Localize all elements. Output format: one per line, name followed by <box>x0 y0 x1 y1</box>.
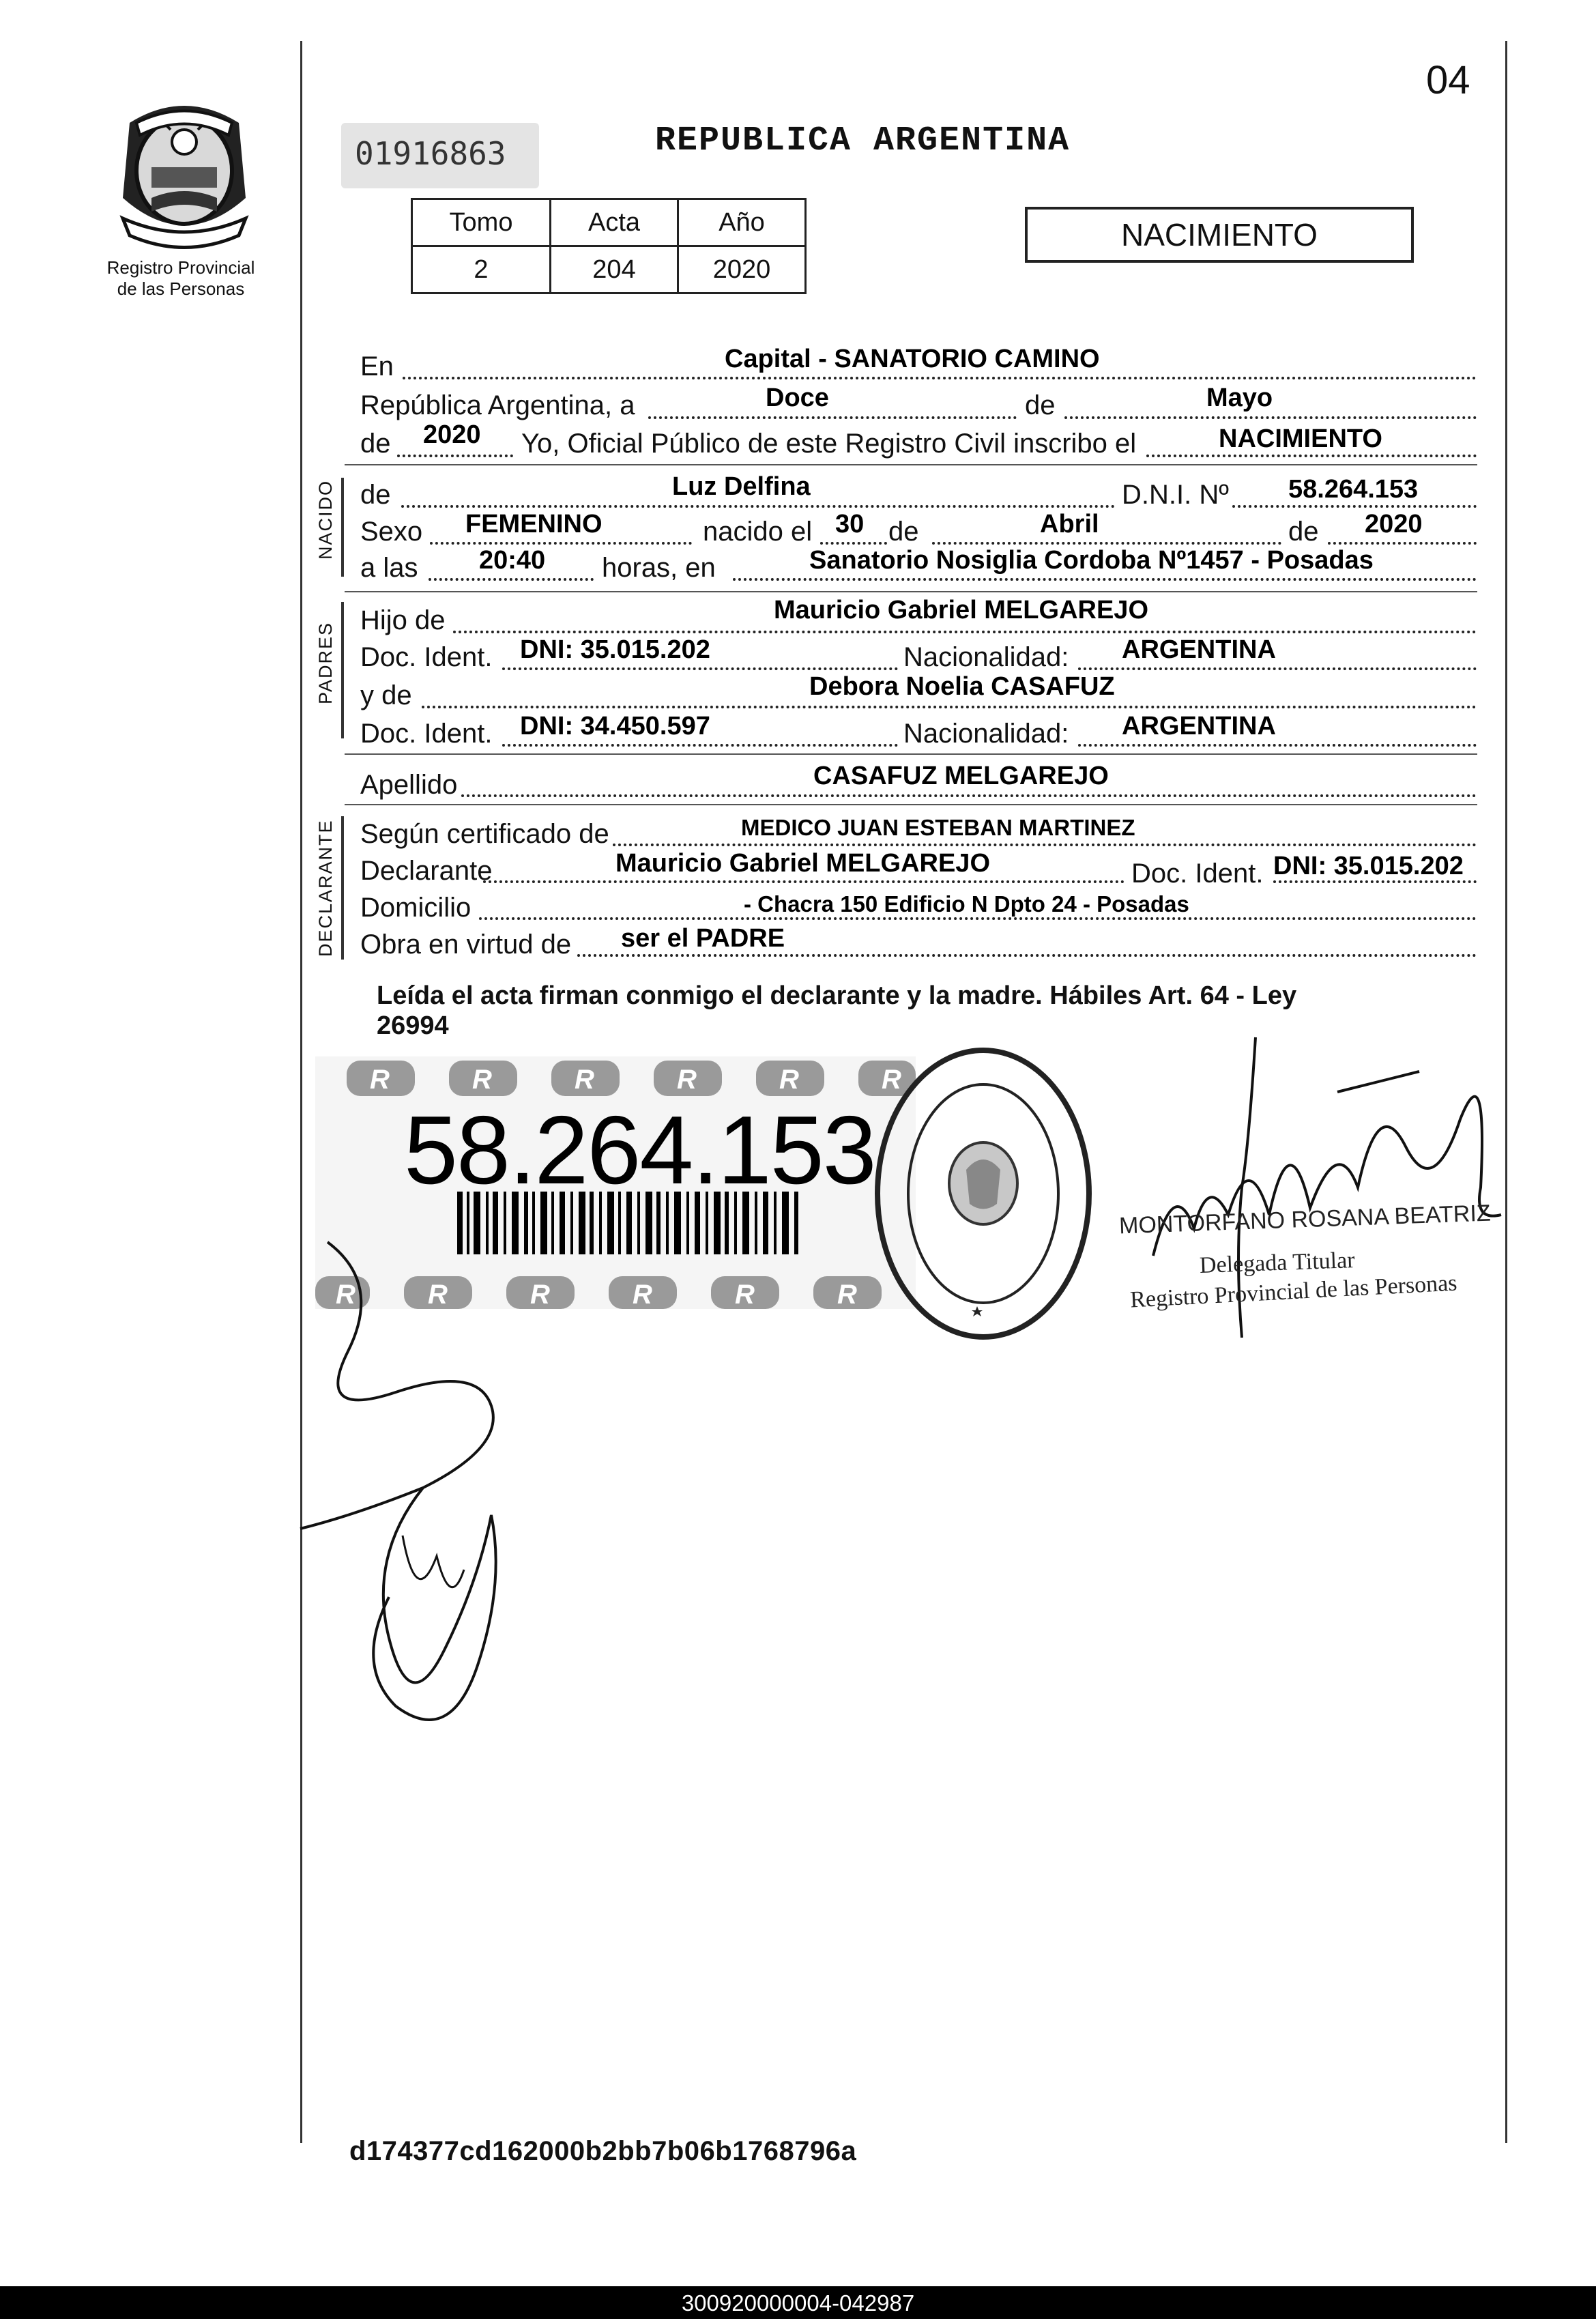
page-number: 04 <box>1426 58 1470 102</box>
obra-label: Obra en virtud de <box>360 930 572 960</box>
year-value: 2020 <box>423 420 481 449</box>
dotted-line <box>461 794 1477 797</box>
official-seal-stamp-icon <box>871 1040 1096 1347</box>
birth-place: Sanatorio Nosiglia Cordoba Nº1457 - Posadas <box>809 546 1374 575</box>
registrar-signature-icon <box>1133 1010 1515 1365</box>
record-table <box>411 198 807 294</box>
y-de-label: y de <box>360 680 412 710</box>
dotted-line <box>1273 880 1477 883</box>
dotted-line <box>932 542 1281 545</box>
father-doc: DNI: 35.015.202 <box>520 635 710 664</box>
declarante-doc-label: Doc. Ident. <box>1131 859 1264 889</box>
dotted-line <box>1078 744 1477 747</box>
nacido-de3-label: de <box>1288 517 1319 547</box>
tomo-header: Tomo <box>412 199 551 246</box>
republica-label: República Argentina, a <box>360 390 635 420</box>
signer-organization: Registro Provincial de las Personas <box>1129 1270 1458 1313</box>
place-value: Capital - SANATORIO CAMINO <box>725 345 1100 373</box>
apellido-label: Apellido <box>360 770 458 800</box>
acta-value: 204 <box>551 246 678 293</box>
father-name: Mauricio Gabriel MELGAREJO <box>774 596 1148 624</box>
registry-name-line1: Registro Provincial <box>106 257 255 278</box>
svg-text:R: R <box>336 1280 356 1309</box>
sexo-value: FEMENINO <box>465 510 603 538</box>
registry-emblem <box>109 96 259 253</box>
dotted-line <box>733 578 1477 581</box>
svg-text:R: R <box>370 1065 390 1095</box>
record-type: NACIMIENTO <box>1121 217 1318 253</box>
registry-name-line2: de las Personas <box>117 278 245 299</box>
dni-label: D.N.I. Nº <box>1122 480 1229 510</box>
dotted-line <box>403 377 1477 379</box>
horas-en-label: horas, en <box>602 553 716 583</box>
dotted-line <box>430 542 692 545</box>
svg-text:R: R <box>735 1280 755 1309</box>
record-type-box <box>1025 207 1414 263</box>
child-name: Luz Delfina <box>672 472 811 501</box>
dotted-line <box>648 416 1017 419</box>
dotted-line <box>577 954 1477 957</box>
closing-statement-line2: 26994 <box>377 1011 449 1040</box>
nacido-de-label: de <box>360 480 391 510</box>
father-doc-label: Doc. Ident. <box>360 642 493 672</box>
en-label: En <box>360 351 394 381</box>
section-divider <box>345 591 1477 592</box>
svg-text:R: R <box>837 1280 857 1309</box>
mother-name: Debora Noelia CASAFUZ <box>809 672 1115 701</box>
section-divider <box>345 753 1477 755</box>
svg-text:R: R <box>530 1280 550 1309</box>
dotted-line <box>483 880 1125 883</box>
tomo-value: 2 <box>412 246 551 293</box>
mother-nationality: ARGENTINA <box>1122 712 1276 740</box>
birth-time: 20:40 <box>479 546 546 575</box>
left-margin-line <box>300 41 302 2143</box>
dotted-line <box>1064 416 1477 419</box>
barcode-number: 58.264.153 <box>404 1096 875 1205</box>
footer-band <box>0 2286 1596 2319</box>
day-value: Doce <box>766 384 829 412</box>
svg-text:R: R <box>677 1065 697 1095</box>
dotted-line <box>453 631 1477 633</box>
child-dni: 58.264.153 <box>1288 475 1419 504</box>
birth-month: Abril <box>1040 510 1099 538</box>
yo-label: Yo, Oficial Público de este Registro Civil inscribo el <box>521 429 1137 459</box>
serial-number: 01916863 <box>355 135 506 172</box>
mother-doc: DNI: 34.450.597 <box>520 712 710 740</box>
misiones-coat-of-arms-icon <box>109 96 259 253</box>
dotted-line <box>613 844 1477 846</box>
svg-text:R: R <box>428 1280 448 1309</box>
padres-bracket <box>341 602 344 738</box>
signer-role: Delegada Titular <box>1199 1248 1356 1278</box>
dotted-line <box>1078 667 1477 670</box>
svg-text:R: R <box>882 1065 901 1095</box>
dotted-line <box>1328 542 1477 545</box>
declarante-label: Declarante <box>360 856 493 886</box>
dotted-line <box>502 667 898 670</box>
nacido-bracket <box>341 478 344 577</box>
declarante-name: Mauricio Gabriel MELGAREJO <box>615 849 990 878</box>
declarante-section-label: DECLARANTE <box>315 819 336 957</box>
dotted-line <box>1232 505 1477 508</box>
ano-header: Año <box>678 199 806 246</box>
domicilio-value: - Chacra 150 Edificio N Dpto 24 - Posadas <box>744 891 1189 917</box>
declarant-signature-icon <box>287 1228 546 1774</box>
page-title: REPUBLICA ARGENTINA <box>655 121 1071 160</box>
serial-stamp <box>341 123 539 188</box>
section-divider <box>345 464 1477 465</box>
month-value: Mayo <box>1206 384 1273 412</box>
de2-label: de <box>360 429 391 459</box>
svg-text:R: R <box>472 1065 492 1095</box>
signer-name: MONTORFANO ROSANA BEATRIZ <box>1118 1200 1492 1239</box>
event-value: NACIMIENTO <box>1219 424 1382 453</box>
official-seal <box>871 1040 1096 1347</box>
sexo-label: Sexo <box>360 517 423 547</box>
padres-section-label: PADRES <box>315 621 336 704</box>
dotted-line <box>820 542 887 545</box>
hijo-de-label: Hijo de <box>360 605 446 635</box>
declarante-doc: DNI: 35.015.202 <box>1273 852 1464 880</box>
dotted-line <box>422 706 1477 708</box>
nacido-de2-label: de <box>888 517 919 547</box>
mother-nationality-label: Nacionalidad: <box>903 719 1069 749</box>
mother-doc-label: Doc. Ident. <box>360 719 493 749</box>
nacido-section-label: NACIDO <box>315 479 336 560</box>
svg-text:R: R <box>779 1065 799 1095</box>
footer-id: 300920000004-042987 <box>681 2290 915 2316</box>
acta-header: Acta <box>551 199 678 246</box>
father-nationality-label: Nacionalidad: <box>903 642 1069 672</box>
svg-text:R: R <box>575 1065 594 1095</box>
dotted-line <box>479 917 1477 920</box>
a-las-label: a las <box>360 553 418 583</box>
father-nationality: ARGENTINA <box>1122 635 1276 664</box>
birth-year: 2020 <box>1365 510 1423 538</box>
dotted-line <box>429 578 594 581</box>
dotted-line <box>502 744 898 747</box>
certificate-issuer: MEDICO JUAN ESTEBAN MARTINEZ <box>741 815 1135 840</box>
dotted-line <box>401 505 1115 508</box>
document-hash: d174377cd162000b2bb7b06b1768796a <box>349 2136 857 2166</box>
ano-value: 2020 <box>678 246 806 293</box>
section-divider <box>345 804 1477 805</box>
nacido-el-label: nacido el <box>703 517 813 547</box>
closing-statement-line1: Leída el acta firman conmigo el declarante y la madre. Hábiles Art. 64 - Ley <box>377 981 1297 1010</box>
apellido-value: CASAFUZ MELGAREJO <box>813 762 1109 790</box>
birth-day: 30 <box>835 510 865 538</box>
svg-text:R: R <box>633 1280 652 1309</box>
dotted-line <box>397 455 513 457</box>
certificado-label: Según certificado de <box>360 819 609 849</box>
dotted-line <box>1146 455 1477 457</box>
obra-value: ser el PADRE <box>621 924 785 953</box>
domicilio-label: Domicilio <box>360 893 471 923</box>
declarante-bracket <box>341 816 344 960</box>
de-label: de <box>1025 390 1056 420</box>
